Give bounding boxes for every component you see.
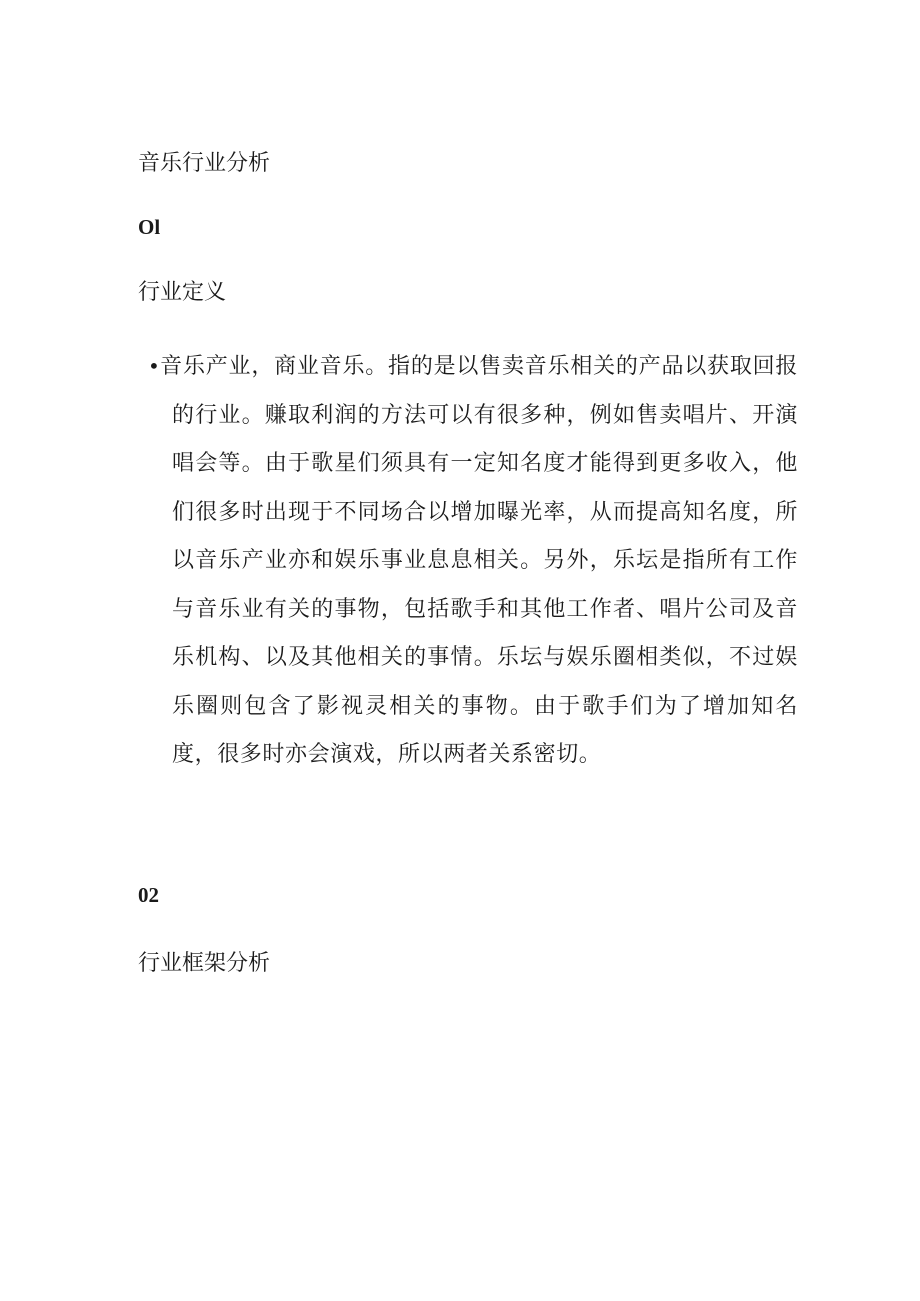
bullet-icon: • (148, 354, 161, 378)
section-heading-industry-definition: 行业定义 (138, 280, 227, 305)
definition-text: 音乐产业，商业音乐。指的是以售卖音乐相关的产品以获取回报的行业。赚取利润的方法可以有很多种，例如售卖唱片、开演唱会等。由于歌星们须具有一定知名度才能得到更多收入，他们很多时出现于不同场合以增加曝光率，从而提高知名度，所以音乐产业亦和娱乐事业息息相关。另外，乐坛是指所有工作与音乐业有关的事物，包括歌手和其他工作者、唱片公司及音乐机构、以及其他相关的事情。乐坛与娱乐圈相类似，不过娱乐圈则包含了影视灵相关的事物。由于歌手们为了增加知名度，很多时亦会演戏，所以两者关系密切。 (160, 354, 798, 767)
definition-paragraph (138, 342, 798, 780)
section-number-2: 02 (138, 883, 159, 907)
document-title: 音乐行业分析 (138, 151, 271, 176)
section-number-1: Ol (138, 215, 161, 239)
definition-list (138, 342, 798, 780)
section-heading-framework-analysis: 行业框架分析 (138, 951, 271, 976)
